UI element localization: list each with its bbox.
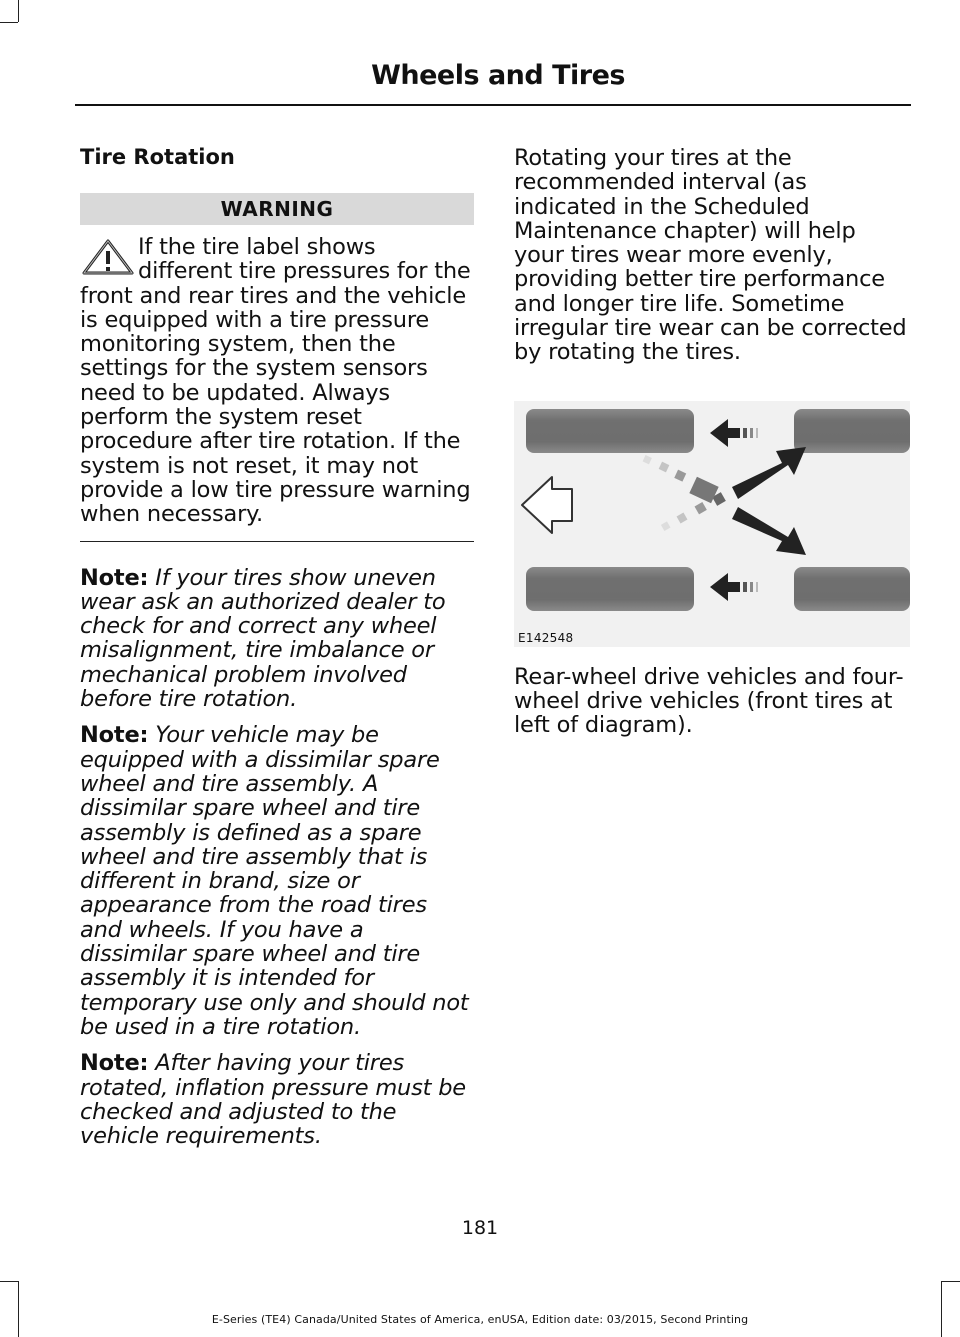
section-title: Wheels and Tires — [371, 60, 625, 91]
tire-rear-right — [794, 567, 910, 611]
intro-paragraph: Rotating your tires at the recommended interval (as indicated in the Scheduled Maintenance chapter) will help your tires wear more evenly, providing better tire performance and longer tire life. Sometime irregular tire wear can be corrected by rotating the tires. — [514, 145, 907, 366]
note-label: Note: — [80, 722, 149, 749]
warning-body — [80, 235, 474, 527]
page-number: 181 — [461, 1217, 499, 1239]
tire-front-left — [526, 409, 694, 453]
crop-mark — [941, 1281, 942, 1337]
figure-code: E142548 — [518, 630, 574, 645]
note-paragraph — [80, 1051, 474, 1148]
header-rule — [75, 104, 911, 106]
warning-text: If the tire label shows different tire pressures for the front and rear tires and the vehicle is equipped with a tire pressure monitoring system, then the settings for the system sensors need to be updated. Always perform the system reset procedure after tire rotation. If the system is not reset, it may not provide a low tire pressure warning when necessary. — [80, 234, 471, 528]
left-column — [80, 145, 474, 1148]
note-paragraph — [80, 566, 474, 712]
crop-mark — [0, 22, 18, 23]
crop-mark — [18, 1281, 19, 1337]
note-text: If your tires show uneven wear ask an authorized dealer to check for and correct any wheel misalignment, tire imbalance or mechanical problem involved before tire rotation. — [80, 564, 446, 713]
tire-front-right — [526, 567, 694, 611]
crop-mark — [942, 1281, 960, 1282]
note-label: Note: — [80, 1050, 149, 1077]
warning-triangle-icon — [82, 239, 134, 275]
warning-label: WARNING — [80, 193, 474, 225]
right-column — [514, 146, 910, 760]
footer-text: E-Series (TE4) Canada/United States of America, enUSA, Edition date: 03/2015, Second Printing — [211, 1313, 749, 1326]
warning-box — [80, 193, 474, 542]
note-paragraph — [80, 723, 474, 1039]
note-text: Your vehicle may be equipped with a dissimilar spare wheel and tire assembly. A dissimilar spare wheel and tire assembly is defined as a spare wheel and tire assembly that is different in brand, size or appearance from the road tires and wheels. If you have a dissimilar spare wheel and tire assembly it is intended for temporary use only and should not be used in a tire rotation. — [80, 722, 469, 1040]
tire-rear-left — [794, 409, 910, 453]
warning-rule — [80, 541, 474, 542]
tire-rotation-diagram — [514, 401, 910, 647]
figure-caption: Rear-wheel drive vehicles and four-wheel drive vehicles (front tires at left of diagram). — [514, 663, 904, 739]
crop-mark — [0, 1281, 18, 1282]
note-label: Note: — [80, 564, 149, 591]
crop-mark — [18, 0, 19, 22]
section-heading: Tire Rotation — [80, 145, 235, 169]
tire-rotation-illustration — [514, 401, 910, 647]
note-text: After having your tires rotated, inflation pressure must be checked and adjusted to the vehicle requirements. — [80, 1050, 466, 1150]
